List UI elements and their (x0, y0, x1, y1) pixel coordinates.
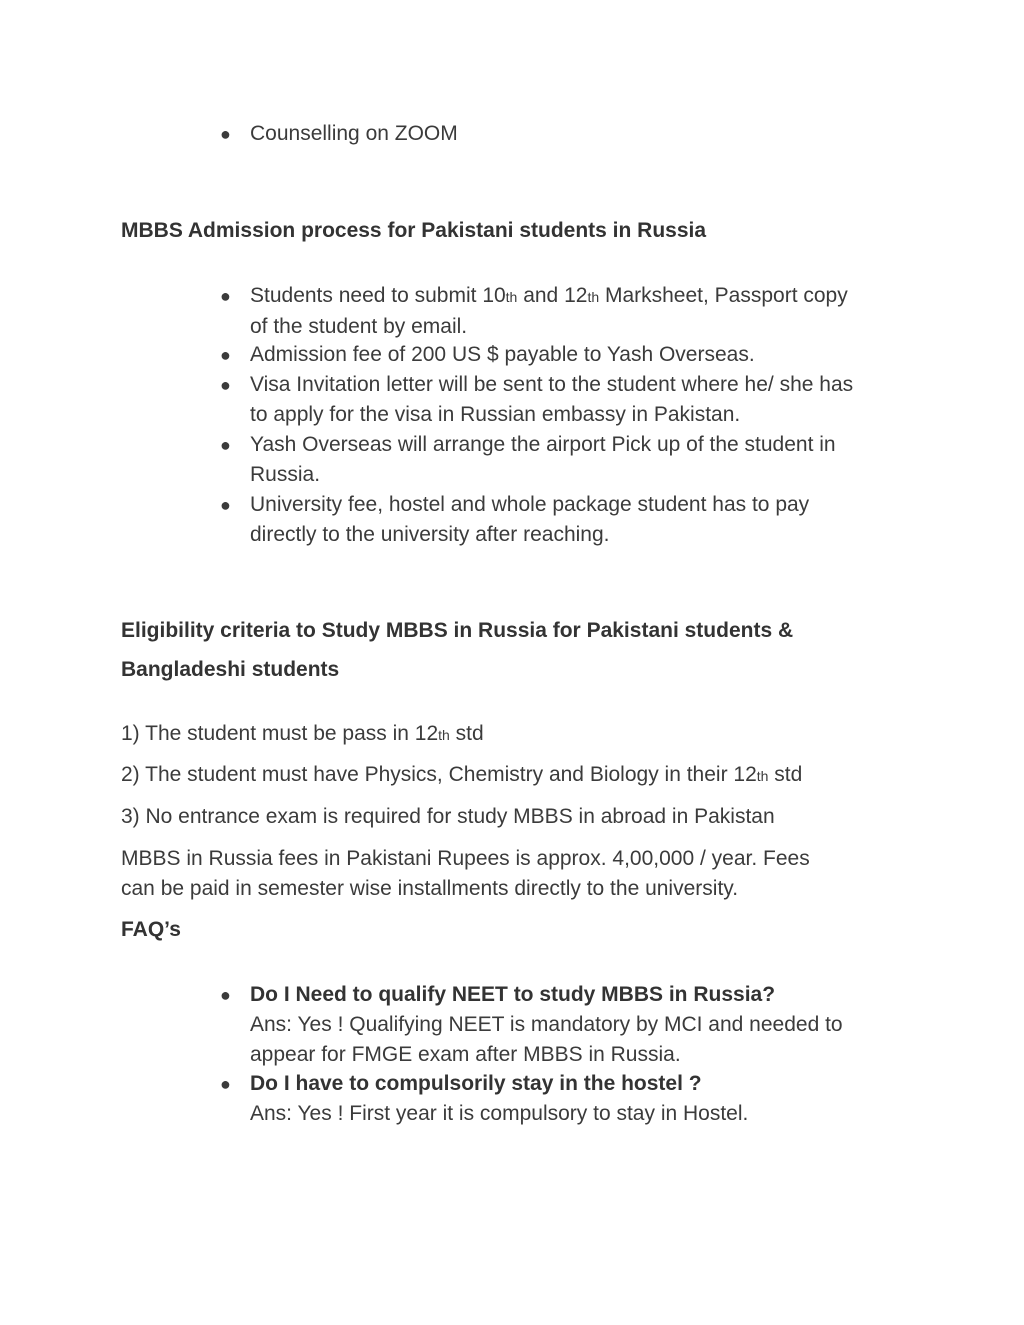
superscript: th (587, 289, 600, 305)
list-item-text (250, 430, 910, 490)
text-segment: 1) The student must be pass in 12 (121, 722, 439, 745)
list-item-text (250, 281, 910, 342)
fees-line-1: MBBS in Russia fees in Pakistani Rupees is approx. 4,00,000 / year. Fees (121, 847, 810, 870)
text-segment: directly to the university after reaching. (250, 523, 610, 546)
bullet-icon: ● (220, 375, 231, 395)
faq-content (250, 1069, 910, 1129)
bullet-icon: ● (220, 124, 231, 144)
text-segment: to apply for the visa in Russian embassy in Pakistan. (250, 403, 741, 426)
criteria-1 (121, 719, 484, 750)
list-item-text (250, 490, 910, 550)
eligibility-heading-line2: Bangladeshi students (121, 658, 340, 681)
faq-question: Do I have to compulsorily stay in the hostel ? (250, 1072, 702, 1095)
fees-line-2: can be paid in semester wise installments directly to the university. (121, 877, 739, 900)
bullet-icon: ● (220, 495, 231, 515)
admission-heading: MBBS Admission process for Pakistani students in Russia (121, 219, 707, 242)
faq-question: Do I Need to qualify NEET to study MBBS in Russia? (250, 983, 776, 1006)
bullet-icon: ● (220, 286, 231, 306)
text-segment: of the student by email. (250, 315, 468, 338)
superscript: th (756, 768, 769, 784)
bullet-icon: ● (220, 345, 231, 365)
bullet-icon: ● (220, 435, 231, 455)
criteria-2 (121, 760, 802, 791)
faq-heading: FAQ’s (121, 918, 181, 941)
bullet-icon: ● (220, 985, 231, 1005)
text-segment: Students need to submit 10 (250, 284, 506, 307)
bullet-icon: ● (220, 1074, 231, 1094)
text-segment: and 12 (517, 284, 588, 307)
faq-answer-line: Ans: Yes ! Qualifying NEET is mandatory by MCI and needed to (250, 1013, 843, 1036)
text-segment: 2) The student must have Physics, Chemistry and Biology in their 12 (121, 763, 757, 786)
text-segment: Marksheet, Passport copy (599, 284, 848, 307)
criteria-3: 3) No entrance exam is required for study MBBS in abroad in Pakistan (121, 805, 775, 828)
superscript: th (438, 727, 450, 743)
superscript: th (505, 289, 518, 305)
eligibility-heading-line1: Eligibility criteria to Study MBBS in Russia for Pakistani students & (121, 619, 794, 642)
text-segment: Yash Overseas will arrange the airport Pick up of the student in (250, 433, 836, 456)
text-segment: Visa Invitation letter will be sent to the student where he/ she has (250, 373, 854, 396)
faq-answer-line: Ans: Yes ! First year it is compulsory to stay in Hostel. (250, 1102, 749, 1125)
text-segment: University fee, hostel and whole package student has to pay (250, 493, 810, 516)
list-item-text (250, 370, 910, 430)
faq-content (250, 980, 910, 1070)
text-segment: Russia. (250, 463, 321, 486)
list-item-text: Counselling on ZOOM (250, 122, 458, 145)
list-item-text: Admission fee of 200 US $ payable to Yash Overseas. (250, 343, 755, 366)
text-segment: std (449, 722, 484, 745)
text-segment: std (768, 763, 803, 786)
faq-answer-line: appear for FMGE exam after MBBS in Russia. (250, 1043, 681, 1066)
